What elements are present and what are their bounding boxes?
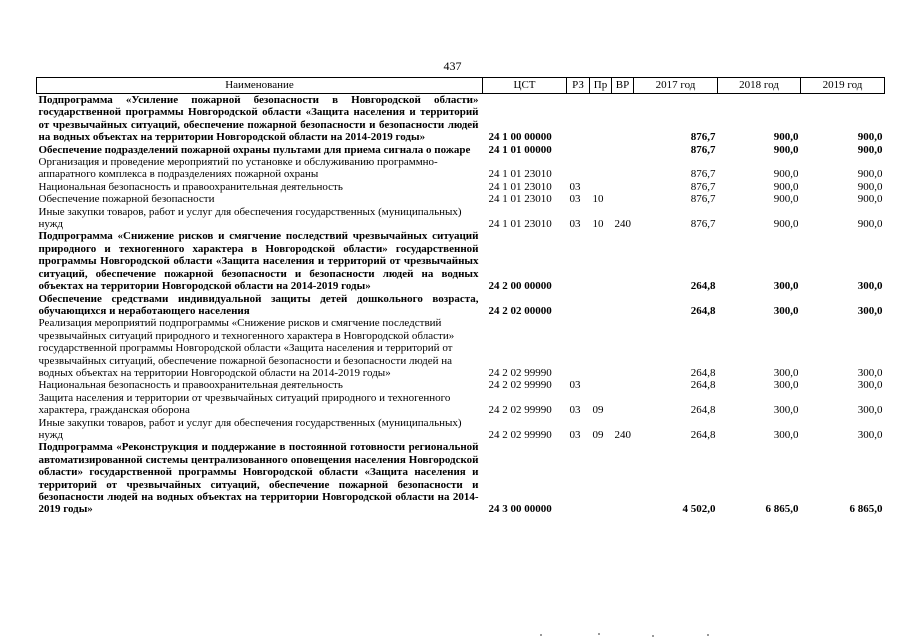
row-rz: 03: [569, 180, 581, 193]
row-2017: 876,7: [690, 131, 716, 144]
row-cst: 24 2 00 00000: [488, 280, 552, 293]
budget-table: [36, 77, 885, 516]
row-pr: 09: [592, 428, 604, 441]
row-pr: 10: [592, 193, 604, 206]
row-vr: [612, 441, 634, 515]
row-rz: [567, 441, 590, 515]
row-vr: [612, 317, 634, 379]
header-name: Наименование: [37, 78, 483, 94]
row-name: Национальная безопасность и правоохранительная деятельность: [38, 180, 343, 193]
row-2018: 900,0: [773, 168, 799, 181]
header-cst: ЦСТ: [483, 78, 567, 94]
row-rz: [567, 230, 590, 292]
row-vr: [612, 379, 634, 391]
row-2019: 900,0: [857, 131, 883, 144]
row-cst: 24 1 01 23010: [488, 168, 552, 181]
row-2019: 6 865,0: [849, 503, 883, 516]
row-name: Организация и проведение мероприятий по установке и обслуживанию программно-аппаратного комплекса в подразделениях пожарной охраны: [38, 156, 438, 181]
row-vr: [612, 156, 634, 181]
row-vr: [612, 181, 634, 193]
row-2019: 300,0: [857, 280, 883, 293]
header-2018: 2018 год: [718, 78, 801, 94]
row-2019: 900,0: [857, 180, 883, 193]
row-2018: 300,0: [773, 379, 799, 392]
row-vr: [612, 392, 634, 417]
row-pr: [590, 230, 612, 292]
table-row: [37, 144, 885, 156]
row-vr: [612, 144, 634, 156]
row-name: Подпрограмма «Реконструкция и поддержание в постоянной готовности региональной автоматизированной системы централизованного оповещения населения Новгородской области» государственной программы Новгородской области «Защита населения и территорий от чрезвычайных ситуаций, обеспечение пожарной безопасности и безопасности людей на водных объектах на территории Новгородской области на 2014-2019 годы»: [38, 441, 479, 516]
row-pr: 09: [592, 404, 604, 417]
row-2018: 900,0: [773, 218, 799, 231]
row-2017: 876,7: [690, 143, 716, 156]
row-pr: [590, 441, 612, 515]
row-name: Защита населения и территории от чрезвычайных ситуаций природного и техногенного характера, гражданская оборона: [38, 391, 451, 417]
row-2018: 900,0: [773, 193, 799, 206]
row-name: Подпрограмма «Снижение рисков и смягчение последствий чрезвычайных ситуаций природного и техногенного характера в Новгородской области» государственной программы Новгородской области «Защита населения и территорий от чрезвычайных ситуаций, обеспечение пожарной безопасности и безопасности людей на водных объектах на территории Новгородской области на 2014-2019 годы»: [38, 230, 479, 293]
row-cst: 24 1 01 23010: [488, 218, 552, 231]
row-name: Обеспечение пожарной безопасности: [38, 193, 215, 206]
row-name: Реализация мероприятий подпрограммы «Снижение рисков и смягчение последствий чрезвычайных ситуаций природного и техногенного характера в Новгородской области» государственной программы Новгородской области «Защита населения и территорий от чрезвычайных ситуаций, обеспечение пожарной безопасности и безопасности людей на водных объектах на территории Новгородской области на 2014-2019 годы»: [38, 317, 455, 379]
row-2017: 876,7: [690, 180, 716, 193]
table-row: [37, 317, 885, 379]
table-row: [37, 417, 885, 442]
table-row: [37, 193, 885, 205]
row-cst: 24 2 02 99990: [488, 366, 552, 379]
row-name: Национальная безопасность и правоохранительная деятельность: [38, 379, 343, 392]
row-2018: 300,0: [773, 366, 799, 379]
row-pr: [590, 94, 612, 144]
header-pr: Пр: [590, 78, 612, 94]
row-cst: 24 1 01 23010: [488, 193, 552, 206]
row-2018: 900,0: [773, 131, 799, 144]
row-2018: 900,0: [773, 143, 799, 156]
row-pr: 10: [592, 218, 604, 231]
row-2017: 264,8: [690, 428, 716, 441]
row-2017: 264,8: [690, 366, 716, 379]
row-vr: 240: [614, 218, 631, 231]
row-vr: [612, 193, 634, 205]
row-cst: 24 2 02 99990: [488, 404, 552, 417]
row-2018: 900,0: [773, 180, 799, 193]
row-pr: [590, 156, 612, 181]
row-rz: [567, 144, 590, 156]
table-header-row: [37, 78, 885, 94]
row-rz: 03: [569, 428, 581, 441]
table-row: [37, 181, 885, 193]
table-row: [37, 156, 885, 181]
row-rz: [567, 293, 590, 318]
row-2018: 300,0: [773, 280, 799, 293]
row-cst: 24 1 00 00000: [488, 131, 552, 144]
row-2017: 876,7: [690, 218, 716, 231]
row-name: Обеспечение подразделений пожарной охраны пультами для приема сигнала о пожаре: [38, 143, 471, 156]
row-rz: [567, 156, 590, 181]
row-name: Иные закупки товаров, работ и услуг для обеспечения государственных (муниципальных) нужд: [38, 205, 462, 231]
row-cst: 24 1 01 00000: [488, 143, 552, 156]
row-2019: 900,0: [857, 193, 883, 206]
row-rz: 03: [569, 379, 581, 392]
row-pr: [590, 293, 612, 318]
row-2019: 300,0: [857, 404, 883, 417]
table-row: [37, 441, 885, 515]
row-rz: [567, 317, 590, 379]
row-vr: [612, 94, 634, 144]
row-vr: 240: [614, 428, 631, 441]
row-2018: 300,0: [773, 304, 799, 317]
row-pr: [590, 144, 612, 156]
scan-speckles: [540, 633, 740, 637]
row-name: Подпрограмма «Усиление пожарной безопасности в Новгородской области» государственной программы Новгородской области «Защита населения и территорий от чрезвычайных ситуаций, обеспечение пожарной безопасности и безопасности людей на водных объектах на территории Новгородской области на 2014-2019 годы»: [38, 94, 479, 144]
row-2019: 300,0: [857, 379, 883, 392]
row-2017: 264,8: [690, 404, 716, 417]
row-2019: 900,0: [857, 168, 883, 181]
table-row: [37, 392, 885, 417]
row-2019: 300,0: [857, 428, 883, 441]
row-2018: 300,0: [773, 428, 799, 441]
row-rz: [567, 94, 590, 144]
row-2019: 300,0: [857, 304, 883, 317]
row-cst: 24 2 02 99990: [488, 428, 552, 441]
table-row: [37, 293, 885, 318]
header-2019: 2019 год: [801, 78, 885, 94]
header-vr: ВР: [612, 78, 634, 94]
row-name: Обеспечение средствами индивидуальной защиты детей дошкольного возраста, обучающихся и неработающего населения: [38, 292, 479, 317]
header-rz: РЗ: [567, 78, 590, 94]
row-2017: 876,7: [690, 193, 716, 206]
table-row: [37, 379, 885, 391]
row-2019: 900,0: [857, 143, 883, 156]
row-2017: 4 502,0: [682, 503, 716, 516]
row-pr: [590, 181, 612, 193]
row-rz: 03: [569, 193, 581, 206]
row-rz: 03: [569, 218, 581, 231]
row-vr: [612, 293, 634, 318]
row-2017: 876,7: [690, 168, 716, 181]
row-2018: 6 865,0: [765, 503, 799, 516]
row-pr: [590, 317, 612, 379]
row-cst: 24 2 02 00000: [488, 304, 552, 317]
row-2017: 264,8: [690, 379, 716, 392]
row-cst: 24 1 01 23010: [488, 180, 552, 193]
row-2018: 300,0: [773, 404, 799, 417]
row-2019: 900,0: [857, 218, 883, 231]
table-row: [37, 230, 885, 292]
row-vr: [612, 230, 634, 292]
row-cst: 24 3 00 00000: [488, 503, 552, 516]
header-2017: 2017 год: [634, 78, 718, 94]
table-row: [37, 206, 885, 231]
row-cst: 24 2 02 99990: [488, 379, 552, 392]
row-2017: 264,8: [690, 304, 716, 317]
row-2019: 300,0: [857, 366, 883, 379]
page-number: 437: [443, 59, 462, 73]
row-pr: [590, 379, 612, 391]
row-rz: 03: [569, 404, 581, 417]
table-row: [37, 94, 885, 144]
row-name: Иные закупки товаров, работ и услуг для обеспечения государственных (муниципальных) нужд: [38, 416, 462, 441]
row-2017: 264,8: [690, 280, 716, 293]
